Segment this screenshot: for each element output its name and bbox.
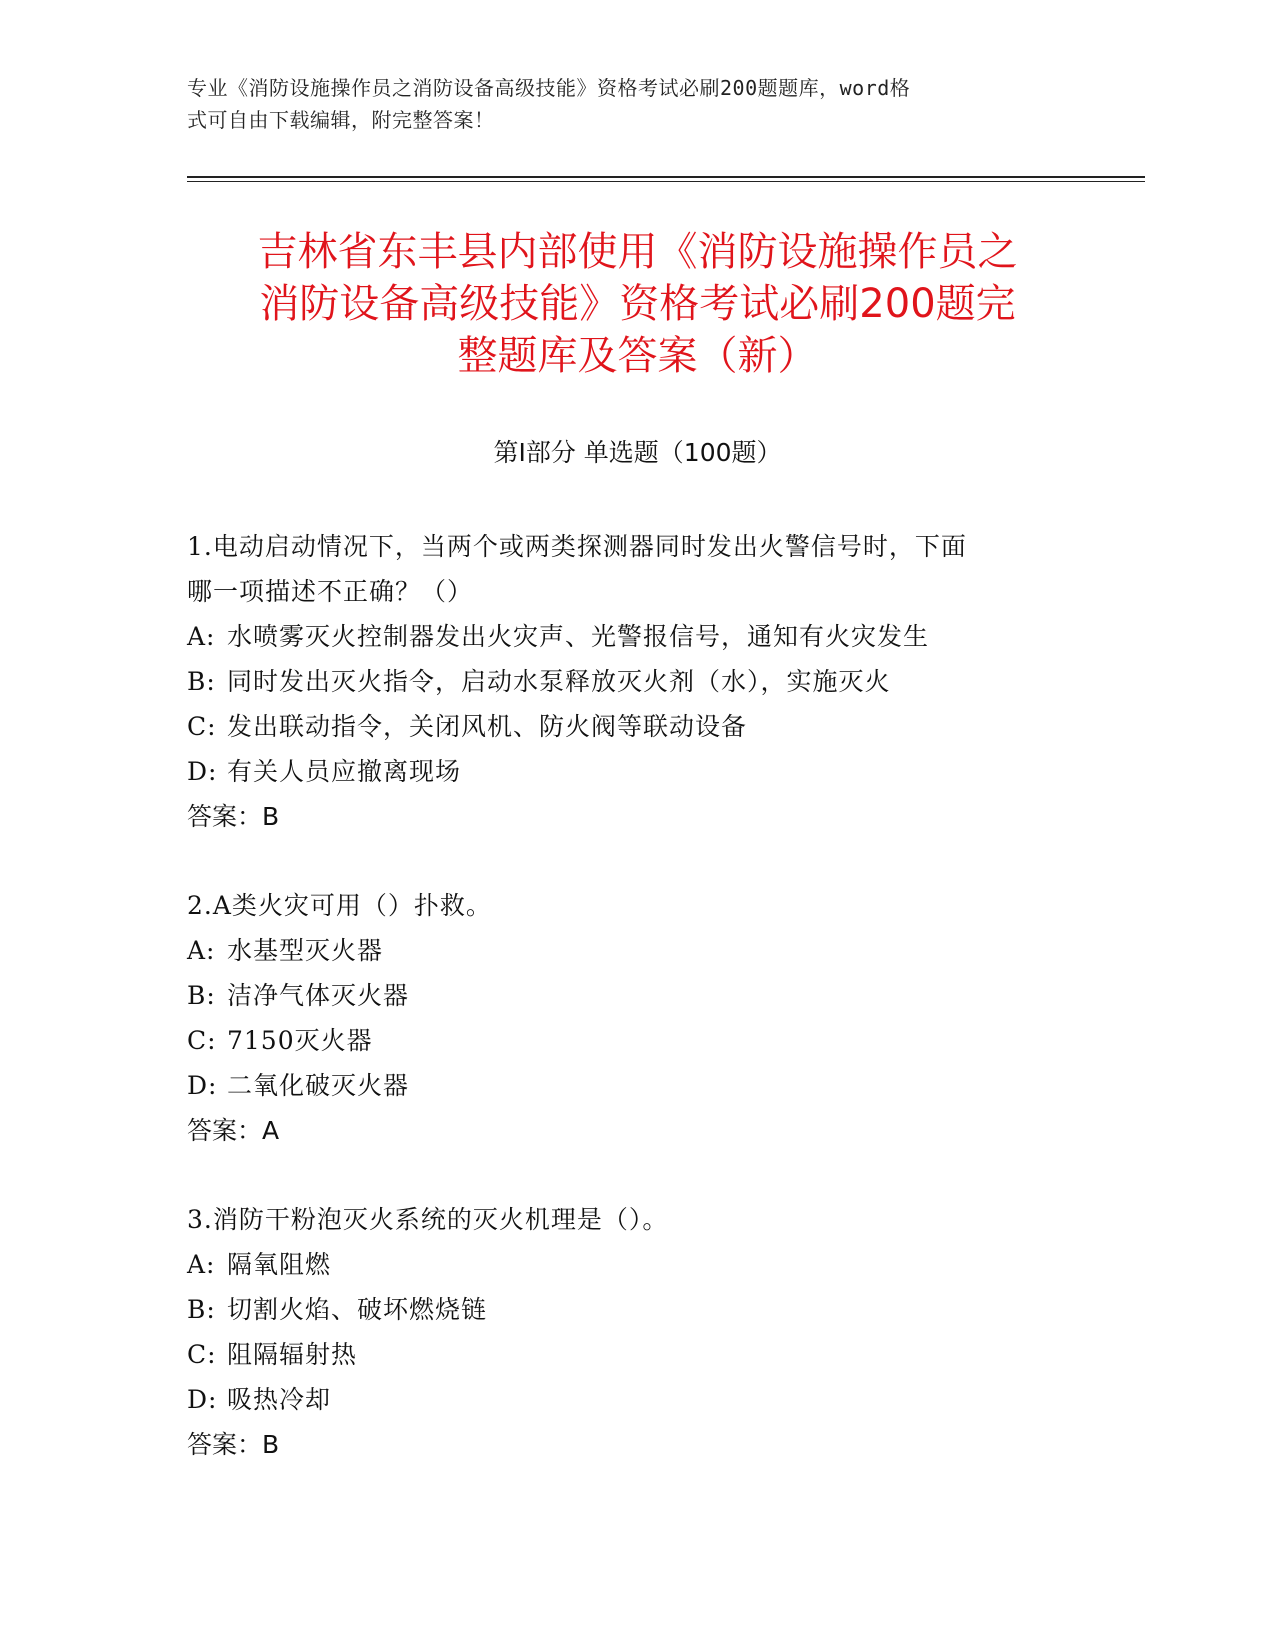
question-1 bbox=[187, 524, 1067, 839]
option-text: 切割火焰、破坏燃烧链 bbox=[227, 1295, 488, 1324]
option-key: A: bbox=[187, 936, 216, 965]
document-title-line-3: 整题库及答案（新） bbox=[457, 333, 818, 379]
question-stem: 2.A类火灾可用（）扑救。 bbox=[187, 891, 492, 920]
option-text: 二氧化破灭火器 bbox=[227, 1071, 410, 1100]
option-key: D: bbox=[187, 1385, 218, 1414]
option-text: 水喷雾灭火控制器发出火灾声、光警报信号，通知有火灾发生 bbox=[227, 622, 930, 651]
question-list bbox=[187, 524, 1067, 1511]
question-2 bbox=[187, 883, 1067, 1153]
option-d bbox=[187, 749, 1067, 794]
document-title-line-2: 消防设备高级技能》资格考试必刷200题完 bbox=[259, 281, 1016, 327]
option-c bbox=[187, 1018, 1067, 1063]
option-key: D: bbox=[187, 1071, 218, 1100]
header-divider bbox=[187, 176, 1145, 182]
question-3 bbox=[187, 1197, 1067, 1467]
option-key: C: bbox=[187, 712, 217, 741]
option-a bbox=[187, 614, 1067, 659]
option-text: 阻隔辐射热 bbox=[227, 1340, 358, 1369]
option-d bbox=[187, 1063, 1067, 1108]
option-text: 发出联动指令，关闭风机、防火阀等联动设备 bbox=[227, 712, 748, 741]
option-c bbox=[187, 1332, 1067, 1377]
option-text: 隔氧阻燃 bbox=[227, 1250, 332, 1279]
question-stem-continued: 哪一项描述不正确？（） bbox=[187, 577, 474, 606]
option-key: D: bbox=[187, 757, 218, 786]
answer: 答案：B bbox=[187, 1430, 280, 1459]
option-b bbox=[187, 1287, 1067, 1332]
document-title-line-1: 吉林省东丰县内部使用《消防设施操作员之 bbox=[257, 229, 1018, 275]
question-stem: 1.电动启动情况下，当两个或两类探测器同时发出火警信号时，下面 bbox=[187, 532, 967, 561]
option-text: 洁净气体灭火器 bbox=[227, 981, 410, 1010]
option-key: C: bbox=[187, 1340, 217, 1369]
option-text: 有关人员应撤离现场 bbox=[227, 757, 462, 786]
answer: 答案：B bbox=[187, 802, 280, 831]
section-heading: 第Ⅰ部分 单选题（100题） bbox=[493, 438, 782, 467]
option-text: 7150灭火器 bbox=[227, 1026, 373, 1055]
answer: 答案：A bbox=[187, 1116, 280, 1145]
option-b bbox=[187, 973, 1067, 1018]
option-a bbox=[187, 928, 1067, 973]
question-stem: 3.消防干粉泡灭火系统的灭火机理是（）。 bbox=[187, 1205, 669, 1234]
option-key: A: bbox=[187, 1250, 216, 1279]
option-key: A: bbox=[187, 622, 216, 651]
option-text: 吸热冷却 bbox=[227, 1385, 332, 1414]
option-key: B: bbox=[187, 1295, 216, 1324]
option-b bbox=[187, 659, 1067, 704]
option-key: B: bbox=[187, 981, 216, 1010]
option-a bbox=[187, 1242, 1067, 1287]
option-key: C: bbox=[187, 1026, 217, 1055]
option-key: B: bbox=[187, 667, 216, 696]
option-d bbox=[187, 1377, 1067, 1422]
option-text: 同时发出灭火指令，启动水泵释放灭火剂（水），实施灭火 bbox=[227, 667, 891, 696]
option-c bbox=[187, 704, 1067, 749]
header-note-line-2: 式可自由下载编辑，附完整答案！ bbox=[187, 108, 495, 132]
header-note-line-1: 专业《消防设施操作员之消防设备高级技能》资格考试必刷200题题库，word格 bbox=[187, 76, 911, 100]
document-title bbox=[160, 226, 1115, 382]
option-text: 水基型灭火器 bbox=[227, 936, 384, 965]
header-note bbox=[187, 72, 1067, 136]
